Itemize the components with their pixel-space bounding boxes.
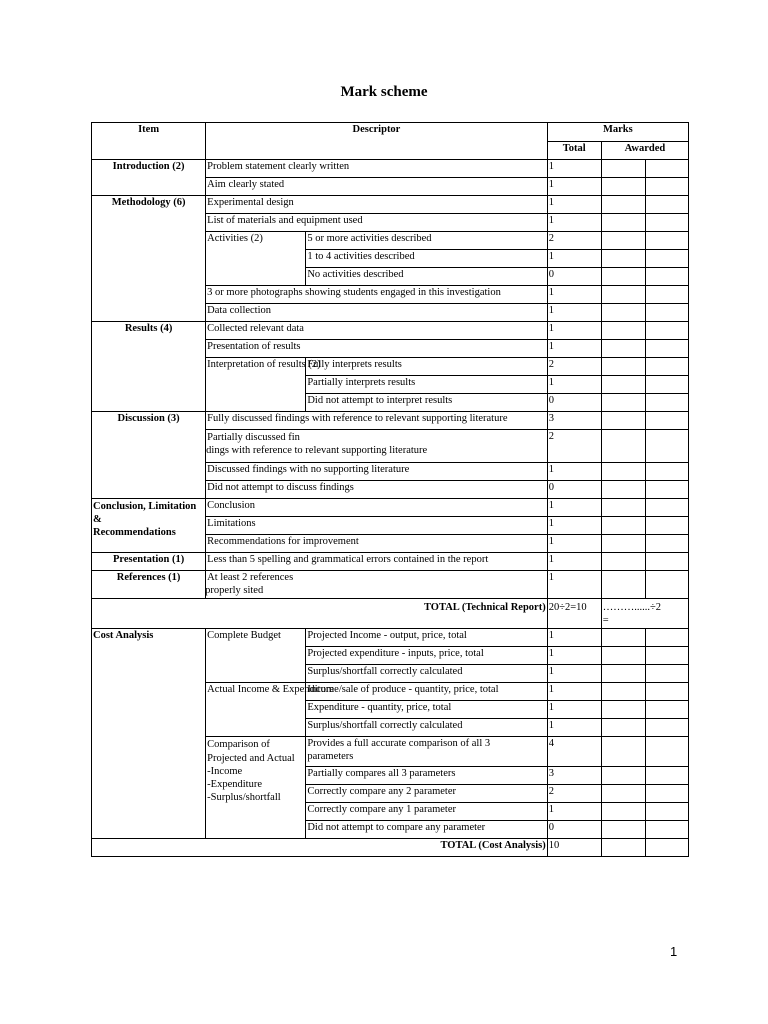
awarded-cell[interactable] — [601, 412, 645, 430]
total-cell: 2 — [547, 785, 601, 803]
awarded-cell[interactable] — [645, 376, 688, 394]
total-cell: 1 — [547, 340, 601, 358]
awarded-cell[interactable] — [601, 214, 645, 232]
item-presentation: Presentation (1) — [92, 553, 206, 571]
awarded-cell[interactable] — [645, 571, 688, 599]
awarded-cell[interactable] — [601, 232, 645, 250]
awarded-cell[interactable] — [601, 322, 645, 340]
awarded-cell[interactable] — [601, 304, 645, 322]
descriptor-cell: Did not attempt to discuss findings — [206, 481, 548, 499]
descriptor-cell: Expenditure - quantity, price, total — [306, 701, 547, 719]
total-cell: 2 — [547, 358, 601, 376]
sub-activities: Activities (2) — [206, 232, 306, 286]
header-total: Total — [547, 142, 601, 160]
total-cell: 1 — [547, 665, 601, 683]
awarded-cell[interactable] — [601, 839, 645, 857]
total-cell: 0 — [547, 821, 601, 839]
awarded-cell[interactable] — [645, 286, 688, 304]
sub-actual-income: Actual Income & Expenditure — [206, 683, 306, 737]
awarded-cell[interactable] — [645, 394, 688, 412]
total-cell: 1 — [547, 376, 601, 394]
awarded-cell[interactable] — [601, 250, 645, 268]
awarded-cell[interactable] — [645, 481, 688, 499]
technical-total-value: 20÷2=10 — [547, 599, 601, 629]
descriptor-cell: Surplus/shortfall correctly calculated — [306, 719, 547, 737]
awarded-cell[interactable] — [645, 719, 688, 737]
total-cell: 1 — [547, 553, 601, 571]
total-cell: 1 — [547, 517, 601, 535]
awarded-cell[interactable] — [601, 499, 645, 517]
descriptor-cell: 3 or more photographs showing students engaged in this investigation — [206, 286, 548, 304]
cost-total-label: TOTAL (Cost Analysis) — [92, 839, 548, 857]
awarded-cell[interactable] — [601, 517, 645, 535]
total-cell: 1 — [547, 196, 601, 214]
total-cell: 1 — [547, 647, 601, 665]
awarded-cell[interactable] — [645, 553, 688, 571]
descriptor-cell: Fully discussed findings with reference to relevant supporting literature — [206, 412, 548, 430]
total-cell: 1 — [547, 701, 601, 719]
total-cell: 1 — [547, 286, 601, 304]
awarded-cell[interactable] — [601, 665, 645, 683]
header-descriptor: Descriptor — [206, 123, 548, 160]
awarded-cell[interactable] — [601, 571, 645, 599]
total-cell: 1 — [547, 683, 601, 701]
descriptor-cell: Did not attempt to interpret results — [306, 394, 547, 412]
descriptor-line: properly sited — [205, 584, 264, 596]
awarded-cell[interactable] — [601, 196, 645, 214]
awarded-cell[interactable] — [601, 803, 645, 821]
comparison-line: Projected and Actual — [207, 752, 295, 764]
descriptor-cell: Correctly compare any 1 parameter — [306, 803, 547, 821]
mark-scheme-table — [91, 122, 689, 857]
awarded-cell[interactable] — [645, 647, 688, 665]
awarded-cell[interactable] — [601, 767, 645, 785]
descriptor-cell: Collected relevant data — [206, 322, 548, 340]
total-cell: 1 — [547, 463, 601, 481]
total-cell: 2 — [547, 232, 601, 250]
awarded-cell[interactable] — [645, 683, 688, 701]
awarded-cell[interactable] — [601, 394, 645, 412]
awarded-cell[interactable] — [645, 340, 688, 358]
total-cell: 1 — [547, 571, 601, 599]
awarded-cell[interactable] — [645, 629, 688, 647]
total-cell: 2 — [547, 430, 601, 463]
descriptor-cell: Projected Income - output, price, total — [306, 629, 547, 647]
descriptor-cell: Recommendations for improvement — [206, 535, 548, 553]
awarded-cell[interactable] — [645, 803, 688, 821]
item-line: & — [93, 514, 102, 526]
page-title: Mark scheme — [340, 84, 428, 100]
descriptor-line: Partially discussed fin — [207, 432, 300, 443]
descriptor-cell: Data collection — [206, 304, 548, 322]
item-line: Recommendations — [93, 527, 176, 539]
total-cell: 1 — [547, 214, 601, 232]
total-cell: 0 — [547, 481, 601, 499]
item-references: References (1) — [92, 571, 206, 599]
total-cell: 0 — [547, 268, 601, 286]
awarded-cell[interactable] — [645, 250, 688, 268]
descriptor-line: Provides a full accurate comparison of all 3 — [307, 738, 491, 750]
awarded-cell[interactable] — [601, 376, 645, 394]
awarded-cell[interactable] — [645, 821, 688, 839]
awarded-equals: = — [602, 614, 609, 626]
descriptor-cell: Fully interprets results — [306, 358, 547, 376]
awarded-cell[interactable] — [645, 701, 688, 719]
descriptor-cell — [206, 571, 548, 599]
descriptor-cell: Surplus/shortfall correctly calculated — [306, 665, 547, 683]
awarded-cell[interactable] — [601, 785, 645, 803]
awarded-cell[interactable] — [645, 304, 688, 322]
descriptor-cell: List of materials and equipment used — [206, 214, 548, 232]
total-cell: 3 — [547, 412, 601, 430]
awarded-cell[interactable] — [601, 463, 645, 481]
descriptor-cell: Income/sale of produce - quantity, price, total — [306, 683, 547, 701]
descriptor-cell: Aim clearly stated — [206, 178, 548, 196]
awarded-cell[interactable] — [601, 647, 645, 665]
technical-awarded[interactable] — [601, 599, 688, 629]
descriptor-cell: Partially compares all 3 parameters — [306, 767, 547, 785]
sub-interpretation: Interpretation of results (2) — [206, 358, 306, 412]
total-cell: 4 — [547, 737, 601, 767]
descriptor-cell: Limitations — [206, 517, 548, 535]
comparison-line: -Income — [207, 765, 243, 777]
descriptor-cell: No activities described — [306, 268, 547, 286]
descriptor-cell: Problem statement clearly written — [206, 160, 548, 178]
descriptor-cell: 5 or more activities described — [306, 232, 547, 250]
awarded-cell[interactable] — [645, 214, 688, 232]
awarded-cell[interactable] — [601, 340, 645, 358]
awarded-cell[interactable] — [601, 535, 645, 553]
awarded-cell[interactable] — [601, 178, 645, 196]
awarded-cell[interactable] — [645, 232, 688, 250]
awarded-cell[interactable] — [601, 737, 645, 767]
awarded-cell[interactable] — [645, 160, 688, 178]
awarded-formula: ………......÷2 — [602, 602, 662, 614]
awarded-cell[interactable] — [601, 701, 645, 719]
total-cell: 1 — [547, 322, 601, 340]
total-cell: 1 — [547, 250, 601, 268]
item-discussion: Discussion (3) — [92, 412, 206, 499]
descriptor-cell: Correctly compare any 2 parameter — [306, 785, 547, 803]
technical-total-label: TOTAL (Technical Report) — [92, 599, 548, 629]
awarded-cell[interactable] — [601, 683, 645, 701]
header-awarded: Awarded — [601, 142, 688, 160]
total-cell: 1 — [547, 304, 601, 322]
descriptor-line: dings with reference to relevant supporting literature — [206, 445, 428, 457]
page-number: 1 — [670, 944, 678, 959]
descriptor-cell: Experimental design — [206, 196, 548, 214]
awarded-cell[interactable] — [645, 767, 688, 785]
awarded-cell[interactable] — [645, 430, 688, 463]
total-cell: 1 — [547, 719, 601, 737]
header-item: Item — [92, 123, 206, 160]
awarded-cell[interactable] — [645, 178, 688, 196]
descriptor-line: parameters — [307, 750, 354, 762]
item-methodology: Methodology (6) — [92, 196, 206, 322]
descriptor-cell — [206, 430, 548, 463]
awarded-cell[interactable] — [601, 430, 645, 463]
total-cell: 1 — [547, 160, 601, 178]
sub-comparison — [206, 737, 306, 839]
total-cell: 1 — [547, 535, 601, 553]
descriptor-cell — [306, 737, 547, 767]
item-cost-analysis: Cost Analysis — [92, 629, 206, 839]
awarded-cell[interactable] — [645, 737, 688, 767]
total-cell: 0 — [547, 394, 601, 412]
descriptor-cell: Did not attempt to compare any parameter — [306, 821, 547, 839]
descriptor-cell: Conclusion — [206, 499, 548, 517]
awarded-cell[interactable] — [645, 785, 688, 803]
awarded-cell[interactable] — [645, 268, 688, 286]
awarded-cell[interactable] — [645, 463, 688, 481]
awarded-cell[interactable] — [645, 535, 688, 553]
total-cell: 1 — [547, 178, 601, 196]
item-conclusion — [92, 499, 206, 553]
item-results: Results (4) — [92, 322, 206, 412]
awarded-cell[interactable] — [645, 665, 688, 683]
awarded-cell[interactable] — [645, 196, 688, 214]
awarded-cell[interactable] — [601, 268, 645, 286]
awarded-cell[interactable] — [601, 629, 645, 647]
descriptor-line: At least 2 references — [207, 572, 294, 583]
awarded-cell[interactable] — [601, 358, 645, 376]
awarded-cell[interactable] — [645, 358, 688, 376]
cost-total-value: 10 — [547, 839, 601, 857]
awarded-cell[interactable] — [601, 719, 645, 737]
awarded-cell[interactable] — [601, 160, 645, 178]
awarded-cell[interactable] — [601, 286, 645, 304]
descriptor-cell: 1 to 4 activities described — [306, 250, 547, 268]
awarded-cell[interactable] — [645, 517, 688, 535]
awarded-cell[interactable] — [601, 553, 645, 571]
item-introduction: Introduction (2) — [92, 160, 206, 196]
total-cell: 3 — [547, 767, 601, 785]
header-marks: Marks — [547, 123, 688, 142]
awarded-cell[interactable] — [601, 481, 645, 499]
total-cell: 1 — [547, 803, 601, 821]
sub-complete-budget: Complete Budget — [206, 629, 306, 683]
awarded-cell[interactable] — [645, 839, 688, 857]
awarded-cell[interactable] — [645, 499, 688, 517]
awarded-cell[interactable] — [601, 821, 645, 839]
item-line: Conclusion, Limitation — [93, 501, 197, 512]
total-cell: 1 — [547, 499, 601, 517]
comparison-line: Comparison of — [207, 739, 270, 751]
awarded-cell[interactable] — [645, 322, 688, 340]
total-cell: 1 — [547, 629, 601, 647]
comparison-line: -Expenditure — [207, 778, 262, 790]
descriptor-cell: Presentation of results — [206, 340, 548, 358]
descriptor-cell: Projected expenditure - inputs, price, total — [306, 647, 547, 665]
awarded-cell[interactable] — [645, 412, 688, 430]
descriptor-cell: Discussed findings with no supporting literature — [206, 463, 548, 481]
descriptor-cell: Partially interprets results — [306, 376, 547, 394]
comparison-line: -Surplus/shortfall — [207, 791, 281, 803]
descriptor-cell: Less than 5 spelling and grammatical errors contained in the report — [206, 553, 548, 571]
